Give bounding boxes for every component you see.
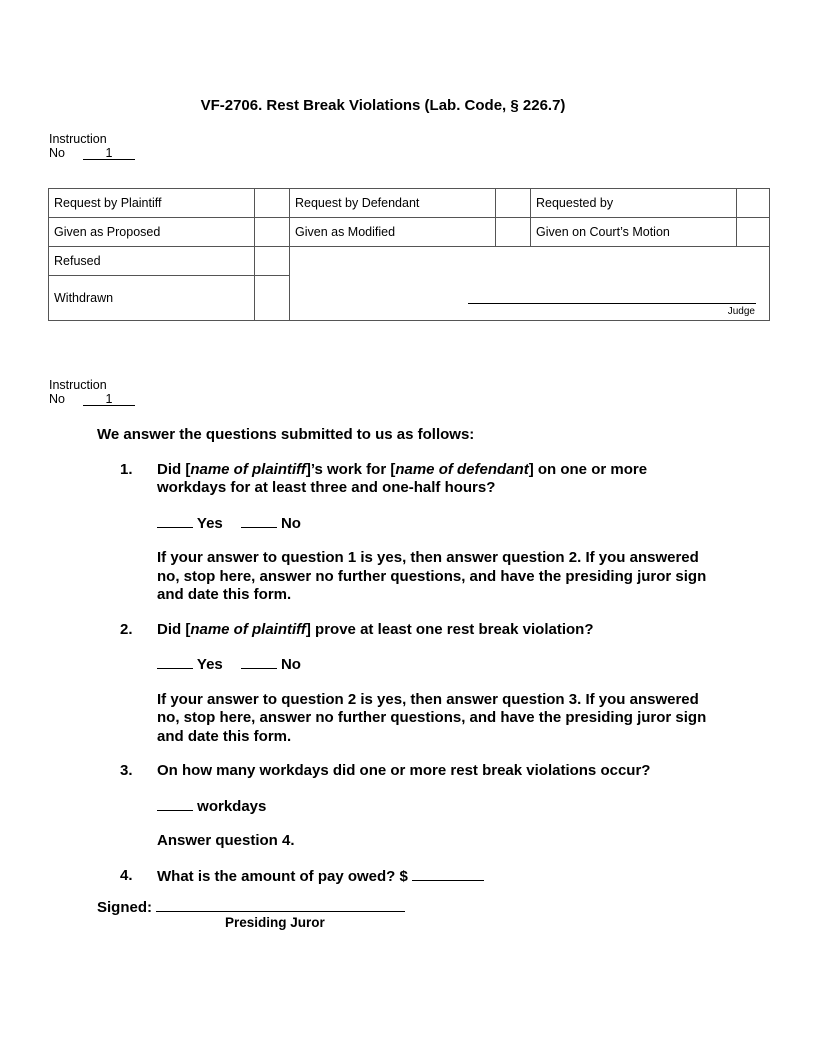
question-number: 2. (120, 620, 133, 638)
note-2: If your answer to question 2 is yes, then answer question 3. If you answered no, stop here, answer no further questions, and have the presiding juror sign and date this form. (157, 690, 707, 745)
question-number: 3. (120, 762, 133, 779)
yes-label: Yes (196, 656, 223, 673)
presiding-juror-signature-line[interactable] (156, 897, 405, 912)
answer-question-4-note: Answer question 4. (157, 832, 295, 849)
withdrawn-label: Withdrawn (49, 276, 255, 321)
requested-by-label: Requested by (531, 189, 737, 218)
given-on-courts-motion-label: Given on Court’s Motion (531, 218, 737, 247)
given-as-modified-checkbox[interactable] (496, 218, 531, 247)
judge-label: Judge (727, 306, 755, 317)
question-text: What is the amount of pay owed? $ (157, 867, 408, 885)
no-label: No (280, 514, 301, 532)
question-3 (97, 762, 717, 781)
signature-block (97, 897, 405, 916)
instruction-no-label: No (49, 392, 65, 406)
no-label: No (280, 656, 301, 673)
verdict-form-body (97, 426, 717, 902)
request-by-defendant-label: Request by Defendant (290, 189, 496, 218)
presiding-juror-label: Presiding Juror (225, 915, 325, 930)
request-by-plaintiff-label: Request by Plaintiff (49, 189, 255, 218)
judge-signature-line[interactable] (468, 303, 756, 304)
defendant-name-placeholder: name of defendant (395, 460, 529, 478)
refused-checkbox[interactable] (255, 247, 290, 276)
no-blank[interactable] (241, 514, 277, 528)
instruction-label: Instruction (49, 132, 107, 146)
instruction-block-top (49, 132, 135, 160)
yes-blank[interactable] (157, 655, 193, 669)
question-4 (97, 867, 717, 887)
question-1 (97, 461, 717, 498)
workdays-blank[interactable] (157, 797, 193, 811)
signed-label: Signed: (97, 899, 152, 916)
yes-label: Yes (196, 514, 223, 532)
requested-by-checkbox[interactable] (737, 189, 770, 218)
judge-signature-cell (290, 247, 770, 321)
instruction-no-label: No (49, 146, 65, 160)
question-text: On how many workdays did one or more rest break violations occur? (157, 762, 651, 779)
question-text: Did [ (157, 620, 191, 638)
answer-2 (97, 655, 717, 675)
instruction-number-field[interactable]: 1 (83, 147, 135, 160)
refused-label: Refused (49, 247, 255, 276)
question-text: ] on one or more workdays for at least three and one-half hours? (157, 460, 648, 496)
form-intro: We answer the questions submitted to us as follows: (97, 426, 475, 443)
yes-blank[interactable] (157, 514, 193, 528)
instruction-status-table (48, 188, 770, 321)
question-2 (97, 621, 717, 640)
plaintiff-name-placeholder: name of plaintiff (190, 460, 306, 478)
question-number: 1. (120, 460, 133, 478)
instruction-label: Instruction (49, 378, 107, 392)
question-text: Did [ (157, 460, 191, 478)
instruction-block-bottom (49, 378, 135, 406)
no-blank[interactable] (241, 655, 277, 669)
form-title: VF-2706. Rest Break Violations (Lab. Code, § 226.7) (200, 97, 566, 114)
answer-1 (97, 514, 717, 534)
given-as-proposed-label: Given as Proposed (49, 218, 255, 247)
request-by-defendant-checkbox[interactable] (496, 189, 531, 218)
question-text: ] prove at least one rest break violation? (305, 620, 594, 638)
amount-blank[interactable] (412, 867, 484, 881)
answer-3 (97, 797, 717, 817)
given-as-proposed-checkbox[interactable] (255, 218, 290, 247)
question-number: 4. (120, 866, 133, 884)
instruction-number-field[interactable]: 1 (83, 393, 135, 406)
workdays-label: workdays (197, 797, 267, 815)
question-text: ]’s work for [ (305, 460, 396, 478)
plaintiff-name-placeholder: name of plaintiff (190, 620, 306, 638)
request-by-plaintiff-checkbox[interactable] (255, 189, 290, 218)
given-as-modified-label: Given as Modified (290, 218, 496, 247)
given-on-courts-motion-checkbox[interactable] (737, 218, 770, 247)
withdrawn-checkbox[interactable] (255, 276, 290, 321)
note-1: If your answer to question 1 is yes, then answer question 2. If you answered no, stop here, answer no further questions, and have the presiding juror sign and date this form. (157, 549, 707, 603)
